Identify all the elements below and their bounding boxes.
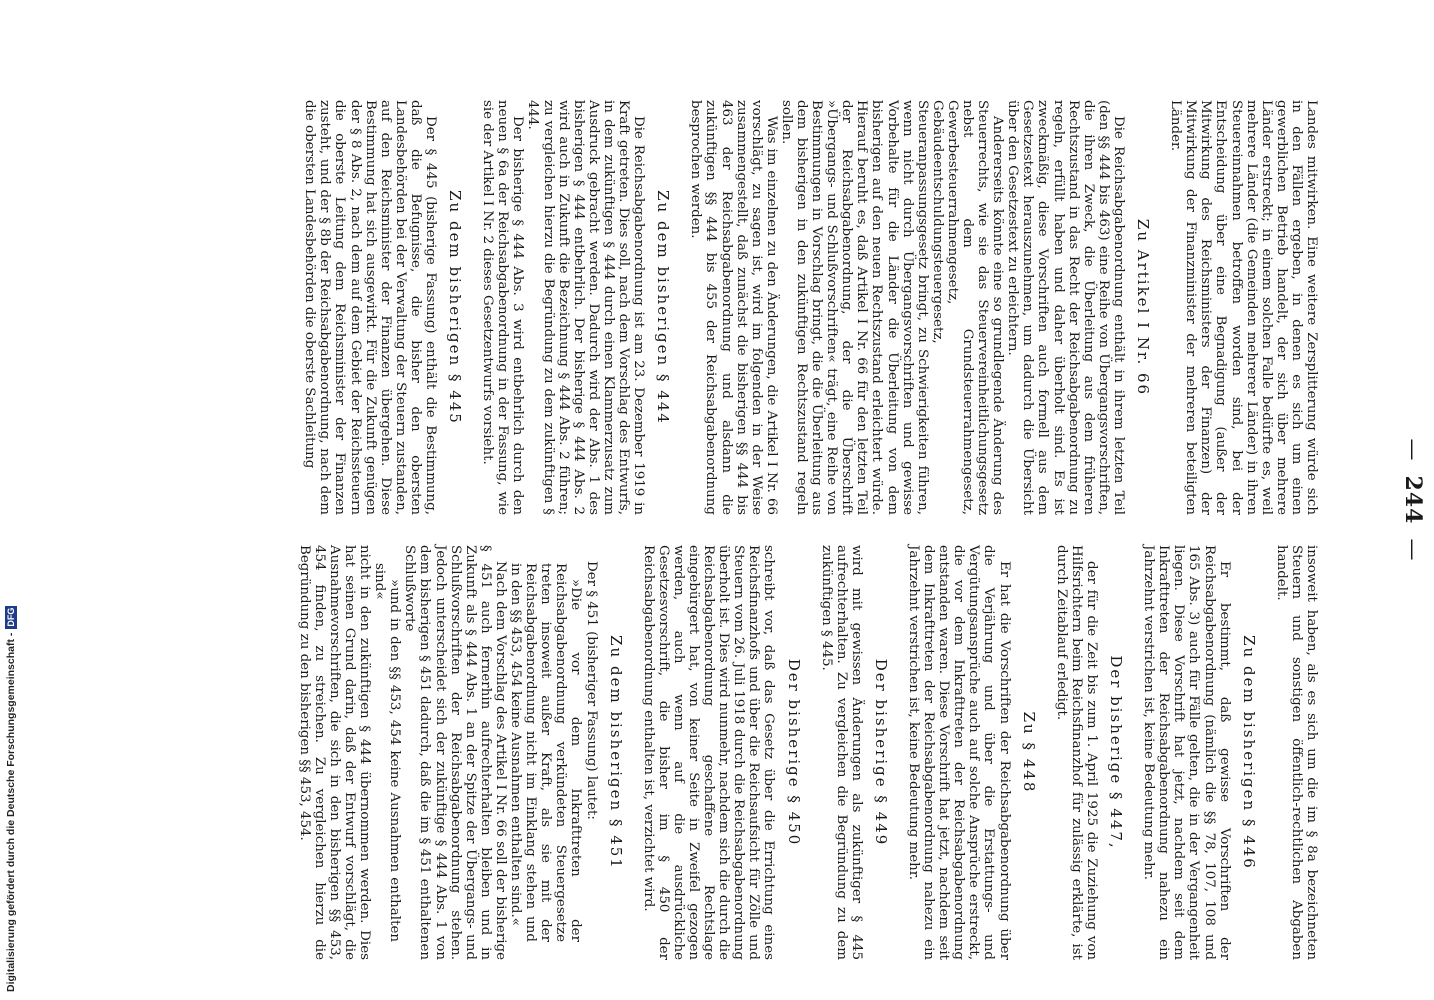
page-header: [1400, 0, 1426, 1000]
paragraph: Der bisherige § 444 Abs. 3 wird entbehrlich durch den neuen § 6a der Reichsabgabenordnung in der Fassung, wie sie der Artikel I Nr. 2 dieses Gesetzentwurfs vorsieht.: [480, 100, 526, 515]
paragraph: Nach dem Vorschlag des Artikel I Nr. 66 soll der bisherige § 451 auch fernerhin aufrechterhalten bleiben und in Zukunft als § 444 Abs. 1 an der Spitze der Übergangs- und Schlußvorschriften der Reichsabgabenordnung stehen. Jedoch unterscheidet sich der zukünftige § 444 Abs. 1 von dem bisherigen § 451 dadurch, daß die im § 451 enthaltenen Schlußworte: [402, 545, 508, 960]
credit-text: Digitalisierung gefördert durch die Deutsche Forschungsgemeinschaft -: [5, 632, 17, 992]
dfg-logo: DFG: [6, 607, 17, 627]
digitization-credit: [2, 597, 20, 992]
paragraph: der für die Zeit bis zum 1. April 1925 die Zuziehung von Hilfsrichtern beim Reichsfinanzhof für zulässig erklärte, ist durch Zeitablauf erledigt.: [1053, 545, 1099, 960]
paragraph: Die Reichsabgabenordnung enthält in ihrem letzten Teil (den §§ 444 bis 463) eine Reihe von Übergangsvorschriften, die ihren Zweck, die Überleitung aus dem früheren Rechtszustand in das Recht der Reichsabgabenordnung zu regeln, erfüllt haben und daher überholt sind. Es ist zweckmäßig, diese Vorschriften auch formell aus dem Gesetzestext herauszunehmen, um dadurch die Übersicht über den Gesetzestext zu erleichtern.: [1005, 100, 1126, 515]
paragraph: Er bestimmt, daß gewisse Vorschriften der Reichsabgabenordnung (nämlich die §§ 78, 107, 108 und 165 Abs. 3) auch für Fälle gelten, die in der Vergangenheit liegen. Diese Vorschrift hat jetzt, nachdem seit dem Inkrafttreten der Reichsabgabenordnung nahezu ein Jahrzehnt verstrichen ist, keine Bedeutung mehr.: [1141, 545, 1232, 960]
paragraph: Der § 451 (bisheriger Fassung) lautet:: [583, 561, 599, 820]
paragraph: Er hat die Vorschriften der Reichsabgabenordnung über die Verjährung und über die Erstattungs- und Vergütungsansprüche auch auf solche Ansprüche erstreckt, die vor dem Inkrafttreten der Reichsabgabenordnung entstanden waren. Diese Vorschrift hat jetzt, nachdem seit dem Inkrafttreten der Reichsabgabenordnung nahezu ein Jahrzehnt verstrichen ist, keine Bedeutung mehr.: [906, 545, 1012, 960]
section-heading: Zu dem bisherigen § 445: [446, 190, 465, 425]
section-heading: Der bisherige § 449: [871, 658, 890, 847]
page-number: 244: [1400, 475, 1426, 525]
paragraph: Was im einzelnen zu den Änderungen, die Artikel I Nr. 66 vorschlägt, zu sagen ist, wird im folgenden in der Weise zusammengestellt, daß zunächst die bisherigen §§ 444 bis 463 der Reichsabgabenordnung und alsdann die zukünftigen §§ 444 bis 455 der Reichsabgabenordnung besprochen werden.: [688, 100, 779, 515]
section-heading: Zu § 448: [1019, 711, 1038, 794]
paragraph: insoweit haben, als es sich um die im § 8a bezeichneten Steuern und sonstigen öffentlich-rechtlichen Abgaben handelt.: [1273, 545, 1319, 960]
quoted-paragraph: »Die vor dem Inkrafttreten der Reichsabgabenordnung verkündeten Steuergesetze treten insoweit außer Kraft, als sie mit der Reichsabgabenordnung nicht im Einklang stehen und in den §§ 453, 454 keine Ausnahmen enthalten sind.«: [508, 563, 584, 942]
paragraph: schreibt vor, daß das Gesetz über die Errichtung eines Reichsfinanzhofs und über die Reichsaufsicht für Zölle und Steuern vom 26. Juli 1918 durch die Reichsabgabenordnung überholt ist. Dies wird nunmehr, nachdem sich die durch die Reichsabgabenordnung geschaffene Rechtslage eingebürgert hat, von keiner Seite in Zweifel gezogen werden, auch wenn auf die ausdrückliche Gesetzesvorschrift, die bisher im § 450 der Reichsabgabenordnung enthalten ist, verzichtet wird.: [640, 545, 777, 960]
paragraph: Andererseits könnte eine so grundlegende Änderung des Steuerrechts, wie sie das Steuervereinheitlichungsgesetz nebst dem Grundsteuerrahmengesetz, Gewerbesteuerrahmengesetz, Gebäudeentschuldungsteuergesetz, Steueranpassungsgesetz bringt, zu Schwierigkeiten führen, wenn nicht durch Übergangsvorschriften und gewisse Vorbehalte für die Länder die Überleitung von dem bisherigen auf den neuen Rechtszustand erleichtert würde. Hierauf beruht es, daß Artikel I Nr. 66 für den letzten Teil der Reichsabgabenordnung, der die Überschrift »Übergangs- und Schlußvorschriften« trägt, eine Reihe von Bestimmungen in Vorschlag bringt, die die Überleitung aus dem bisherigen in den zukünftigen Rechtszustand regeln sollen.: [778, 100, 1006, 515]
paragraph: Landes mitwirken. Eine weitere Zersplitterung würde sich in den Fällen ergeben, in denen es sich um einen gewerblichen Betrieb handelt, der sich über mehrere Länder erstreckt; in einem solchen Falle bedürfte es, weil mehrere Länder (die Gemeinden mehrerer Länder) in ihren Steuereinnahmen betroffen worden sind, bei der Entscheidung über eine Begnadigung (außer der Mitwirkung des Reichsministers der Finanzen) der Mitwirkung der Finanzminister der mehreren beteiligten Länder.: [1168, 100, 1319, 515]
paragraph: wird mit gewissen Änderungen als zukünftiger § 445 aufrechterhalten. Zu vergleichen die Begründung zu dem zukünftigen § 445.: [818, 545, 864, 960]
section-heading: Der bisherige § 447,: [1107, 655, 1126, 850]
section-heading: Der bisherige § 450: [784, 658, 803, 847]
paragraph: Der § 445 (bisherige Fassung) enthält die Bestimmung, daß die Befugnisse, die bisher den obersten Landesbehörden bei der Verwaltung der Steuern zustanden, auf den Reichsminister der Finanzen übergehen. Diese Bestimmung hat sich ausgewirkt. Für die Zukunft genügen der § 8 Abs. 2, nach dem auf dem Gebiet der Reichssteuern die oberste Leitung dem Reichsminister der Finanzen zusteht, und der § 8b der Reichsabgabenordnung, nach dem die obersten Landesbehörden die oberste Sachleitung: [302, 100, 439, 515]
right-column: [297, 545, 1319, 960]
section-heading: Zu dem bisherigen § 446: [1239, 635, 1258, 870]
quoted-paragraph: »und in den §§ 453, 454 keine Ausnahmen enthalten sind«: [372, 563, 403, 942]
credit-line: [2, 597, 20, 992]
section-heading: Zu dem bisherigen § 451: [606, 635, 625, 870]
left-column: [302, 100, 1319, 515]
paragraph: Die Reichsabgabenordnung ist am 23. Dezember 1919 in Kraft getreten. Dies soll, nach dem Vorschlag des Entwurfs, in dem zukünftigen § 444 durch einen Klammerzusatz zum Ausdruck gebracht werden. Dadurch wird der Abs. 1 des bisherigen § 444 entbehrlich. Der bisherige § 444 Abs. 2 wird auch in Zukunft die Bezeichnung § 444 Abs. 2 führen; zu vergleichen hierzu die Begründung zu dem zukünftigen § 444.: [525, 100, 647, 515]
page-number-dash-left: —: [1400, 438, 1425, 462]
section-heading: Zu Artikel I Nr. 66: [1134, 218, 1153, 397]
paragraph: nicht in den zukünftigen § 444 übernommen werden. Dies hat seinen Grund darin, daß der Entwurf vorschlägt, die Ausnahmevorschriften, die sich in den bisherigen §§ 453, 454 finden, zu streichen. Zu vergleichen hierzu die Begründung zu den bisherigen §§ 453, 454.: [296, 545, 373, 960]
page-number-dash-right: —: [1400, 538, 1425, 562]
section-heading: Zu dem bisherigen § 444: [654, 190, 673, 425]
